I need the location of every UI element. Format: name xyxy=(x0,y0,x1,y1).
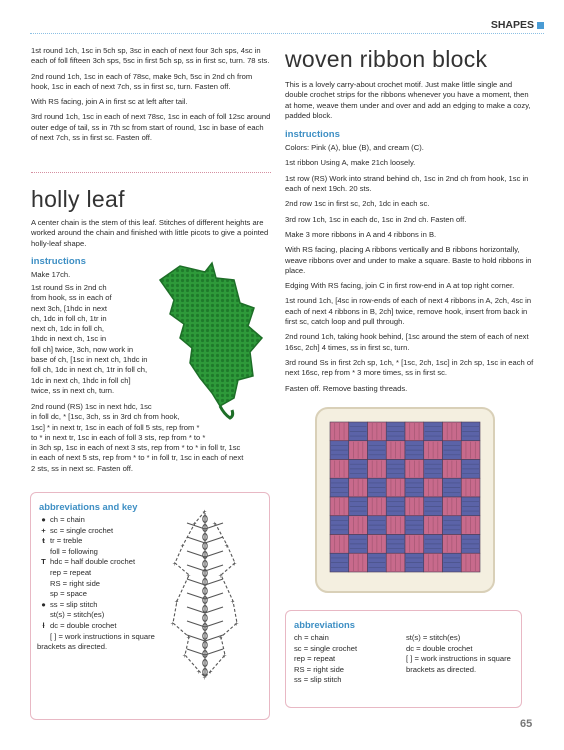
stitch-symbol-icon: ● xyxy=(41,515,46,524)
instruction-line: base of ch, [1sc in next ch, 1hdc in xyxy=(31,355,148,365)
instruction-line: 1dc in next ch, 1hdc in foll ch] xyxy=(31,375,131,385)
leaf-shape xyxy=(160,263,262,406)
stitch-symbol-icon: ƚ xyxy=(42,620,45,630)
abbreviation-item xyxy=(37,621,157,632)
single-crochet-icon: + xyxy=(222,653,227,660)
single-crochet-icon: + xyxy=(232,561,237,568)
woven-title: woven ribbon block xyxy=(285,46,488,72)
instruction-line: in foll dc, * [1sc, 3ch, ss in 3rd ch from hook, xyxy=(31,412,180,422)
abbreviation-item: dc = double crochet xyxy=(406,643,473,653)
holly-abbr-list xyxy=(37,515,157,653)
instruction-line: to * in next tr, 1sc in each of foll 3 sts, rep from * to * xyxy=(31,432,206,442)
abbreviation-text: foll = following xyxy=(50,546,98,556)
stitch-symbol-icon: ● xyxy=(41,599,46,609)
abbreviation-text: st(s) = stitch(es) xyxy=(50,610,105,620)
abbreviation-item: st(s) = stitch(es) xyxy=(406,633,461,642)
stitch-stroke xyxy=(187,649,205,655)
woven-block-photo xyxy=(310,402,500,598)
holly-make: Make 17ch. xyxy=(31,270,71,279)
abbreviation-text: RS = right side xyxy=(50,578,101,588)
stitch-stroke xyxy=(205,565,223,571)
woven-intro: This is a lovely carry-about crochet motif. Just make little single and double crochet strips for the ribbons whenever you have a moment, then at home, weave them under and over and add an edging to make a cozy, padded block. xyxy=(285,80,531,120)
holly-chart-diagram xyxy=(155,505,255,685)
stitch-stroke xyxy=(205,621,223,627)
single-crochet-icon: + xyxy=(202,509,207,516)
instruction-line: next ch, 1dc in foll ch, xyxy=(31,324,105,334)
abbreviation-text: ch = chain xyxy=(50,515,85,524)
instruction-line: 1sc] * in next tr, 1sc in each of foll 5 sts, rep from * xyxy=(31,422,200,432)
woven-edging: Edging With RS facing, join C in first row-end in A at top right corner. xyxy=(285,281,515,291)
paragraph: 1st round 1ch, 1sc in 5ch sp, 3sc in each of next four 3ch sps, 4sc in each of foll fifteen 3ch sps, 5sc in first 5ch sp, ss in first sc, turn. 78 sts. xyxy=(31,46,270,66)
abbreviation-item xyxy=(37,557,157,568)
abbreviation-item: sc = single crochet xyxy=(294,643,358,653)
abbreviation-item xyxy=(37,568,157,579)
single-crochet-icon: + xyxy=(172,561,177,568)
divider xyxy=(31,172,271,173)
leaf-stem xyxy=(220,406,233,418)
woven-row3: 3rd row 1ch, 1sc in each dc, 1sc in 2nd ch. Fasten off. xyxy=(285,214,467,224)
single-crochet-icon: + xyxy=(224,543,229,550)
abbreviation-text: tr = treble xyxy=(50,536,83,546)
stitch-stroke xyxy=(205,551,223,557)
single-crochet-icon: + xyxy=(170,621,175,628)
abbreviation-item xyxy=(37,515,157,526)
woven-rsfacing: With RS facing, placing A ribbons vertically and B ribbons horizontally, weave ribbons over and under to make a square. Baste to hold ribbons in place. xyxy=(285,245,532,275)
stitch-stroke xyxy=(205,593,223,599)
abbreviation-item xyxy=(37,600,157,611)
holly-title: holly leaf xyxy=(31,186,125,212)
instruction-line: 2nd round (RS) 1sc in next hdc, 1sc xyxy=(31,402,152,411)
woven-fasten: Fasten off. Remove basting threads. xyxy=(285,383,408,393)
instruction-line: in 3ch sp, 1sc in each of next 3 sts, rep from * to * in foll tr, 1sc xyxy=(31,443,241,453)
instruction-line: from hook, ss in each of xyxy=(31,293,112,303)
woven-abbr-col2 xyxy=(406,633,516,675)
abbreviation-text: [ ] = work instructions in square brackets as directed. xyxy=(37,631,155,652)
woven-instructions-heading: instructions xyxy=(285,129,340,141)
woven-abbr-col1 xyxy=(294,633,404,686)
woven-rib: 1st ribbon Using A, make 21ch loosely. xyxy=(285,158,416,168)
instruction-line: in each of next 5 sts, rep from * to * in foll tr, 1sc in each of next xyxy=(31,453,244,463)
abbreviation-item xyxy=(37,610,157,621)
paragraph: With RS facing, join A in first sc at left after tail. xyxy=(31,97,188,107)
section-marker xyxy=(537,22,544,29)
stitch-stroke xyxy=(187,551,205,557)
holly-intro: A center chain is the stem of this leaf. Stitches of different heights are worked around the chain and finished with little picots to give a pointed holly-leaf shape. xyxy=(31,218,269,248)
instruction-line: twice, ss in next ch, turn. xyxy=(31,385,115,395)
header-rule xyxy=(30,33,544,34)
woven-abbr-title: abbreviations xyxy=(294,619,355,630)
single-crochet-icon: + xyxy=(218,635,223,642)
single-crochet-icon: + xyxy=(196,669,201,676)
abbreviation-text: sc = single crochet xyxy=(50,525,114,535)
abbreviation-item xyxy=(37,579,157,590)
paragraph: 2nd round 1ch, 1sc in each of 78sc, make 9ch, 5sc in 2nd ch from hook, 1sc in each of next 7ch, ss in first sc, turn. Fasten off. xyxy=(31,71,253,91)
holly-leaf-photo xyxy=(150,258,275,423)
holly-abbr-title: abbreviations and key xyxy=(39,501,138,512)
single-crochet-icon: + xyxy=(202,675,207,682)
instruction-line: 1st round Ss in 2nd ch xyxy=(31,283,107,292)
woven-row2: 2nd row 1sc in first sc, 2ch, 1dc in each sc. xyxy=(285,199,430,209)
single-crochet-icon: + xyxy=(174,599,179,606)
stitch-symbol-icon: T xyxy=(41,557,46,567)
instruction-line: ch, 1dc in foll ch, 1tr in xyxy=(31,313,107,323)
single-crochet-icon: + xyxy=(208,669,213,676)
instruction-line: foll ch] twice, 3ch, now work in xyxy=(31,344,134,354)
single-crochet-icon: + xyxy=(212,521,217,528)
paragraph: 3rd round 1ch, 1sc in each of next 78sc, 1sc in each of foll 12sc around outer edge of tail, ss in 7th sc from start of round, 1sc in base of each of next 7ch, ss in first sc. Fasten off. xyxy=(31,112,271,143)
abbreviation-item: [ ] = work instructions in square brackets as directed. xyxy=(406,654,511,674)
abbreviation-text: rep = repeat xyxy=(50,567,92,577)
woven-text xyxy=(285,80,535,399)
section-header xyxy=(0,18,564,34)
single-crochet-icon: + xyxy=(234,621,239,628)
stitch-stroke xyxy=(187,565,205,571)
page-number: 65 xyxy=(520,718,533,730)
instruction-line: foll ch, 1dc in next ch, 1tr in foll ch, xyxy=(31,365,148,375)
holly-abbreviations-box xyxy=(30,492,270,720)
abbreviation-text: dc = double crochet xyxy=(50,620,117,630)
single-crochet-icon: + xyxy=(186,635,191,642)
stitch-stroke xyxy=(205,649,223,655)
woven-round2: 2nd round 1ch, taking hook behind, [1sc around the stem of each of next 16sc, 2ch] 4 times, ss in first sc, turn. xyxy=(285,332,529,352)
single-crochet-icon: + xyxy=(186,573,191,580)
stitch-stroke xyxy=(187,607,205,613)
single-crochet-icon: + xyxy=(192,521,197,528)
single-crochet-icon: + xyxy=(180,543,185,550)
abbreviation-item: ch = chain xyxy=(294,633,329,642)
abbreviation-item xyxy=(37,547,157,558)
abbreviation-text: sp = space xyxy=(50,589,87,599)
abbreviation-item xyxy=(37,632,157,653)
woven-round1: 1st round 1ch, [4sc in row-ends of each of next 4 ribbons in A, 2ch, 4sc in each of next 4 ribbons in B, 2ch] twice, remove hook, insert from back in first sc, catch loop and pull through. xyxy=(285,296,532,327)
stitch-symbol-icon: + xyxy=(41,525,46,535)
abbreviation-text: ss = slip stitch xyxy=(50,599,98,609)
instruction-line: 1hdc in next ch, 1sc in xyxy=(31,334,107,344)
woven-colors: Colors: Pink (A), blue (B), and cream (C). xyxy=(285,143,424,153)
woven-make: Make 3 more ribbons in A and 4 ribbons in B. xyxy=(285,229,437,239)
abbreviation-text: hdc = half double crochet xyxy=(50,557,136,567)
abbreviation-item xyxy=(37,589,157,600)
single-crochet-icon: + xyxy=(182,653,187,660)
stitch-symbol-icon: ŧ xyxy=(42,536,45,546)
stitch-stroke xyxy=(187,593,205,599)
holly-instructions-heading: instructions xyxy=(31,256,86,267)
abbreviation-item xyxy=(37,526,157,537)
single-crochet-icon: + xyxy=(230,599,235,606)
woven-abbreviations-box xyxy=(285,610,522,708)
woven-row1: 1st row (RS) Work into strand behind ch, 1sc in 2nd ch from hook, 1sc in each of next 19ch. 20 sts. xyxy=(285,173,529,194)
abbreviation-item xyxy=(37,536,157,547)
single-crochet-icon: + xyxy=(218,573,223,580)
instruction-line: next 3ch, [1hdc in next xyxy=(31,303,107,313)
stitch-stroke xyxy=(187,621,205,627)
abbreviation-item: ss = slip stitch xyxy=(294,675,342,685)
abbreviation-item: RS = right side xyxy=(294,664,345,674)
woven-round3: 3rd round Ss in first 2ch sp, 1ch, * [1sc, 2ch, 1sc] in 2ch sp, 1sc in each of next 16sc, rep from * 3 more times, ss in first sc. xyxy=(285,357,534,378)
stitch-stroke xyxy=(205,607,223,613)
instruction-line: 2 sts, ss in next sc. Fasten off. xyxy=(31,463,133,473)
left-top-text xyxy=(31,46,271,148)
section-title: SHAPES xyxy=(490,19,534,31)
abbreviation-item: rep = repeat xyxy=(294,654,336,664)
